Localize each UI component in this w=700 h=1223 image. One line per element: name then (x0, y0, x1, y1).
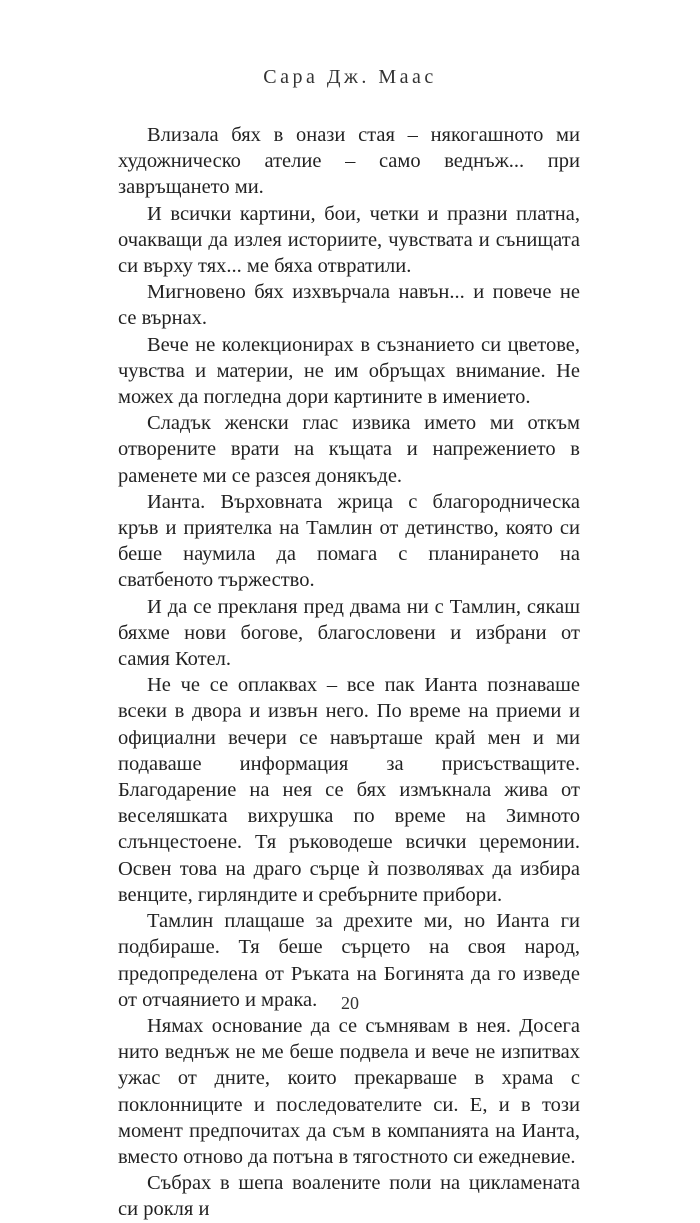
paragraph: Събрах в шепа воалените поли на цикламената си рокля и (118, 1172, 580, 1221)
paragraph: Нямах основание да се съмнявам в нея. Досега нито веднъж не ме беше подвела и вече не изпитвах ужас от дните, които прекарваше в храма с поклонниците и последователите си. Е, и в този момент предпочитах да съм в компанията на Ианта, вместо отново да потъна в тягостното си ежедневие. (118, 1014, 580, 1168)
paragraph: Тамлин плащаше за дрехите ми, но Ианта ги подбираше. Тя беше сърцето на своя народ, предопределена от Ръката на Богинята да го изведе от отчаянието и мрака. (118, 910, 580, 1011)
page-number: 20 (341, 993, 359, 1013)
paragraph: Ианта. Върховната жрица с благородническа кръв и приятелка на Тамлин от детинство, която си беше наумила да помага с планирането на сватбеното тържество. (118, 490, 580, 592)
running-header-author: Сара Дж. Маас (263, 66, 437, 88)
paragraph: И да се прекланя пред двама ни с Тамлин, сякаш бяхме нови богове, благословени и избрани от самия Котел. (118, 595, 580, 671)
paragraph: Сладък женски глас извика името ми откъм отворените врати на къщата и напрежението в раменете ми се разсея донякъде. (118, 412, 580, 487)
paragraph: Вече не колекционирах в съзнанието си цветове, чувства и материи, не им обръщах внимание. Не можех да погледна дори картините в имението. (118, 333, 580, 409)
paragraph: И всички картини, бои, четки и празни платна, очакващи да излея историите, чувствата и сънищата си върху тях... ме бяха отвратили. (118, 202, 580, 278)
paragraph: Влизала бях в онази стая – някогашното ми художническо ателие – само веднъж... при завръщането ми. (118, 124, 580, 199)
page-body-text (118, 122, 580, 1223)
paragraph: Мигновено бях изхвърчала навън... и повече не се върнах. (118, 281, 580, 330)
paragraph: Не че се оплаквах – все пак Ианта познаваше всеки в двора и извън него. По време на приеми и официални вечери се навърташе край мен и ми подаваше информация за присъстващите. Благодарение на нея се бях измъкнала жива от веселяшката вихрушка по време на Зимното слънцестоене. Тя ръководеше всички церемонии. Освен това на драго сърце ѝ позволявах да избира венците, гирляндите и сребърните прибори. (118, 674, 580, 906)
